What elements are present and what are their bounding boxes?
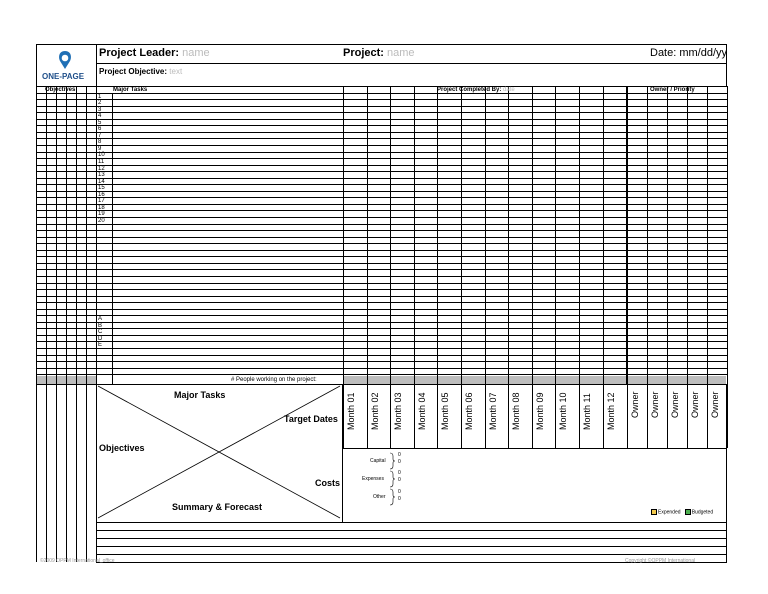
leader-label: Project Leader: bbox=[99, 47, 180, 59]
row-number: 15 bbox=[98, 185, 105, 192]
footer-left: ©2009 OPPM International_office bbox=[40, 558, 115, 564]
row-number: D bbox=[98, 335, 103, 342]
grid-row-line bbox=[36, 99, 727, 100]
objective-col-line-lower bbox=[46, 384, 47, 562]
grid-row-line bbox=[36, 184, 727, 185]
footer-right: Copyright ©OPPM International bbox=[625, 558, 696, 564]
cost-capital-label: Capital bbox=[370, 458, 386, 464]
month-col-line bbox=[508, 86, 509, 448]
budgeted-swatch bbox=[685, 509, 691, 515]
grid-row-line bbox=[36, 125, 727, 126]
row-number: 1 bbox=[98, 93, 102, 100]
grid-row-line bbox=[36, 322, 727, 323]
grid-row-line bbox=[36, 302, 727, 303]
objective-col-line-lower bbox=[66, 384, 67, 562]
row-number: 18 bbox=[98, 204, 105, 211]
month-col-line bbox=[437, 86, 438, 448]
owner-label: Owner bbox=[710, 391, 720, 418]
grid-row-line bbox=[36, 296, 727, 297]
grid-row-line bbox=[36, 224, 727, 225]
objective-col-line-lower bbox=[56, 384, 57, 562]
objective-col-line bbox=[36, 86, 37, 562]
grid-row-line bbox=[36, 237, 727, 238]
month-col-line bbox=[390, 86, 391, 448]
objective-col-line bbox=[76, 86, 77, 384]
matrix-costs: Costs bbox=[315, 478, 341, 488]
summary-rule bbox=[96, 530, 727, 531]
month-label: Month 08 bbox=[511, 392, 522, 430]
matrix-summary: Summary & Forecast bbox=[172, 502, 263, 512]
objective-col-line bbox=[56, 86, 57, 384]
objective-label: Project Objective: bbox=[99, 67, 168, 76]
owner-label: Owner bbox=[630, 391, 640, 418]
month-label: Month 02 bbox=[369, 392, 380, 430]
row-number: 20 bbox=[98, 217, 105, 224]
grid-row-line bbox=[36, 197, 727, 198]
owner-col-line bbox=[687, 86, 688, 448]
completed-by-value[interactable]: date bbox=[503, 87, 515, 93]
row-number: 10 bbox=[98, 152, 105, 159]
matrix-right-line bbox=[342, 384, 343, 522]
row-number: 7 bbox=[98, 132, 102, 139]
owner-col-line bbox=[627, 86, 628, 448]
grid-row-line bbox=[36, 210, 727, 211]
date-label: Date: bbox=[650, 47, 677, 59]
grid-row-line bbox=[36, 204, 727, 205]
month-col-line bbox=[343, 86, 344, 448]
leader-value[interactable]: name bbox=[182, 47, 210, 59]
right-border-lower bbox=[726, 384, 727, 562]
grid-row-line bbox=[36, 269, 727, 270]
row-number: 2 bbox=[98, 100, 102, 106]
grid-row-line bbox=[36, 112, 727, 113]
month-col-line bbox=[555, 86, 556, 448]
grid-row-line bbox=[36, 132, 727, 133]
month-label: Month 06 bbox=[464, 392, 474, 430]
month-col-line bbox=[367, 86, 368, 448]
row-number: 17 bbox=[98, 198, 105, 205]
row-number: 12 bbox=[98, 165, 105, 172]
owner-col-line bbox=[647, 86, 648, 448]
objective-col-line bbox=[86, 86, 87, 384]
objective-col-line-lower bbox=[76, 384, 77, 562]
expended-swatch bbox=[651, 509, 657, 515]
grid-row-line bbox=[36, 191, 727, 192]
grid-row-line bbox=[36, 138, 727, 139]
grid-row-line bbox=[36, 335, 727, 336]
legend-expended: Expended bbox=[658, 509, 681, 516]
grid-row-line bbox=[36, 256, 727, 257]
row-number: C bbox=[98, 329, 103, 336]
grid-row-line bbox=[36, 355, 727, 356]
months-bottom-line bbox=[343, 448, 727, 449]
grid-row-line bbox=[36, 250, 727, 251]
grid-row-line bbox=[36, 230, 727, 231]
month-label: Month 01 bbox=[346, 392, 356, 430]
owner-col-line bbox=[667, 86, 668, 448]
cost-braces bbox=[389, 452, 397, 510]
grid-row-line bbox=[36, 119, 727, 120]
owner-label: Owner bbox=[670, 391, 680, 418]
grid-row-line bbox=[36, 106, 727, 107]
summary-rule bbox=[96, 546, 727, 547]
people-row-shade-right bbox=[343, 376, 726, 384]
people-working-label: # People working on the project: bbox=[231, 377, 317, 383]
owner-col-line bbox=[707, 86, 708, 448]
month-label: Month 10 bbox=[558, 392, 569, 430]
matrix-objectives: Objectives bbox=[99, 443, 145, 453]
row-number: 14 bbox=[98, 178, 105, 185]
grid-row-line bbox=[36, 368, 727, 369]
grid-row-line bbox=[36, 348, 727, 349]
grid-row-line bbox=[36, 341, 727, 342]
grid-row-line bbox=[36, 309, 727, 310]
expenses-expended: 0 bbox=[398, 470, 401, 476]
cost-expenses-label: Expenses bbox=[362, 476, 384, 482]
date-value[interactable]: mm/dd/yy bbox=[679, 47, 728, 59]
other-budgeted: 0 bbox=[398, 496, 401, 502]
grid-row-line bbox=[36, 276, 727, 277]
owner-label: Owner bbox=[650, 391, 660, 418]
month-col-line bbox=[532, 86, 533, 448]
grid-row-line bbox=[36, 217, 727, 218]
grid-row-line bbox=[36, 152, 727, 153]
task-number-line bbox=[112, 93, 113, 384]
grid-row-line bbox=[36, 178, 727, 179]
grid-row-line bbox=[36, 263, 727, 264]
row-number: 9 bbox=[98, 145, 102, 152]
objective-col-line-lower bbox=[86, 384, 87, 562]
owner-col-line bbox=[727, 86, 728, 448]
matrix-target-dates: Target Dates bbox=[284, 414, 338, 424]
grid-row-line bbox=[36, 158, 727, 159]
owner-priority-header: Owner / Priority bbox=[650, 87, 695, 93]
month-label: Month 09 bbox=[534, 392, 545, 430]
row-number: 5 bbox=[98, 119, 102, 126]
summary-rule bbox=[96, 538, 727, 539]
month-col-line bbox=[461, 86, 462, 448]
row-number: 3 bbox=[98, 106, 102, 113]
month-label: Month 05 bbox=[440, 392, 451, 430]
row-number: 16 bbox=[98, 191, 105, 198]
grid-row-line bbox=[36, 328, 727, 329]
month-label: Month 03 bbox=[393, 392, 404, 430]
month-label: Month 07 bbox=[487, 392, 498, 430]
project-label: Project: bbox=[343, 47, 384, 59]
completed-by-header bbox=[437, 87, 515, 93]
expenses-budgeted: 0 bbox=[398, 477, 401, 483]
row-number: A bbox=[98, 316, 103, 323]
month-col-line bbox=[414, 86, 415, 448]
major-tasks-header: Major Tasks bbox=[113, 87, 148, 93]
summary-rule bbox=[96, 554, 727, 555]
row-number: B bbox=[98, 322, 103, 329]
capital-budgeted: 0 bbox=[398, 459, 401, 465]
grid-row-line bbox=[36, 243, 727, 244]
objective-col-line bbox=[46, 86, 47, 384]
grid-row-line bbox=[36, 315, 727, 316]
month-label: Month 12 bbox=[605, 392, 616, 430]
completed-by-label: Project Completed By: bbox=[437, 87, 502, 93]
project-value[interactable]: name bbox=[387, 47, 415, 59]
row-number: E bbox=[98, 342, 103, 349]
objective-col-line bbox=[66, 86, 67, 384]
grid-row-line bbox=[36, 145, 727, 146]
month-label: Month 11 bbox=[582, 393, 592, 430]
grid-row-line bbox=[36, 361, 727, 362]
logo-text: ONE-PAGE bbox=[42, 72, 85, 81]
matrix-major-tasks: Major Tasks bbox=[174, 390, 226, 400]
grid-row-line bbox=[36, 171, 727, 172]
summary-bottom-line bbox=[96, 522, 727, 523]
month-col-line bbox=[603, 86, 604, 448]
owner-label: Owner bbox=[690, 391, 700, 418]
capital-expended: 0 bbox=[398, 452, 401, 458]
grid-row-line bbox=[36, 165, 727, 166]
month-label: Month 04 bbox=[416, 392, 427, 430]
month-col-line bbox=[485, 86, 486, 448]
cost-other-label: Other bbox=[373, 494, 386, 500]
legend-budgeted: Budgeted bbox=[691, 509, 714, 516]
row-number: 11 bbox=[98, 159, 105, 165]
grid-row-line bbox=[36, 289, 727, 290]
other-expended: 0 bbox=[398, 489, 401, 495]
row-number: 19 bbox=[98, 211, 105, 218]
objective-value[interactable]: text bbox=[169, 67, 183, 76]
row-number: 13 bbox=[98, 172, 105, 179]
objectives-header: Objectives bbox=[45, 87, 76, 93]
row-number: 8 bbox=[98, 139, 102, 146]
row-number: 6 bbox=[98, 126, 102, 133]
row-number: 4 bbox=[98, 113, 102, 120]
legend bbox=[651, 509, 713, 515]
month-col-line bbox=[579, 86, 580, 448]
grid-row-line bbox=[36, 283, 727, 284]
grid-row-line bbox=[36, 374, 727, 375]
